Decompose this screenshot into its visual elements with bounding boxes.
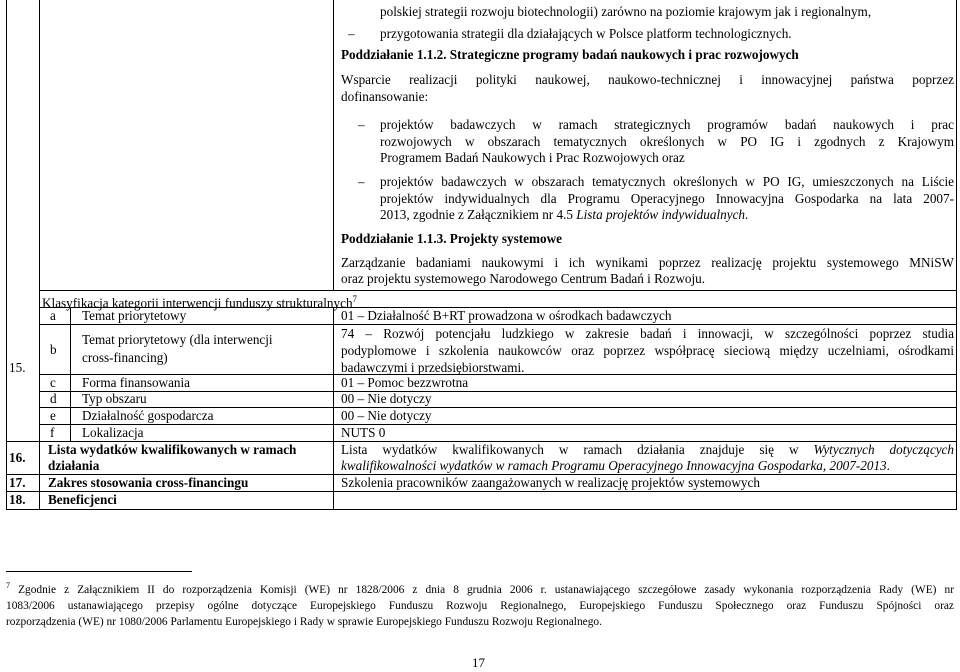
row-label: Lista wydatków kwalifikowanych w ramach xyxy=(48,442,297,457)
row-letter: e xyxy=(50,408,56,423)
text-line: oraz projektu systemowego Narodowego Centrum Badań i Rozwoju. xyxy=(341,271,706,286)
row-label: Beneficjenci xyxy=(48,492,117,507)
row-value: 00 – Nie dotyczy xyxy=(341,391,432,406)
page-number: 17 xyxy=(472,655,485,670)
subsection-title: Poddziałanie 1.1.2. Strategiczne programy badań naukowych i prac rozwojowych xyxy=(341,47,799,62)
row-value: Szkolenia pracowników zaangażowanych w realizację projektów systemowych xyxy=(341,475,760,490)
row-letter: b xyxy=(50,342,57,357)
row-letter: f xyxy=(50,425,55,440)
footnote-separator xyxy=(6,571,192,572)
row-label: Forma finansowania xyxy=(82,375,191,390)
text-line: 2013, zgodnie z Załącznikiem nr 4.5 Lista projektów indywidualnych. xyxy=(380,207,749,222)
table-border xyxy=(70,307,71,442)
text-line: Zarządzanie badaniami naukowymi i ich wynikami poprzez realizację projektu systemowego MNiSW xyxy=(341,255,954,270)
row-letter: a xyxy=(50,308,56,323)
paragraph xyxy=(341,255,954,287)
row-number: 16. xyxy=(9,450,26,465)
row-value: NUTS 0 xyxy=(341,425,386,440)
text-line: 74 – Rozwój potencjału ludzkiego w zakresie badań i innowacji, w szczególności poprzez studia xyxy=(341,326,954,341)
row-value xyxy=(341,325,954,376)
text-line: projektów indywidualnych dla Programu Operacyjnego Innowacyjna Gospodarka na lata 2007- xyxy=(380,190,954,206)
bullet-paragraph xyxy=(380,174,954,224)
row-label: Działalność gospodarcza xyxy=(82,408,214,423)
table-border xyxy=(333,307,334,510)
row-number: 18. xyxy=(9,492,26,507)
class-header: Klasyfikacja kategorii interwencji funduszy strukturalnych$^7$ xyxy=(42,294,358,311)
row-label: Zakres stosowania cross-financingu xyxy=(48,475,249,490)
row-label: Lokalizacja xyxy=(82,425,144,440)
paragraph xyxy=(341,72,954,105)
table-border xyxy=(6,0,7,510)
table-border xyxy=(39,391,957,392)
row-number: 15. xyxy=(9,360,26,375)
text-line: rozwojowych w obszarach tematycznych określonych w PO IG i zgodnych z Krajowym xyxy=(380,133,954,149)
table-border xyxy=(6,491,957,492)
row-value: 00 – Nie dotyczy xyxy=(341,408,432,423)
text-line: Lista wydatków kwalifikowanych w ramach działania znajduje się w Wytycznych dotyczących xyxy=(341,442,954,457)
subsection-title: Poddziałanie 1.1.3. Projekty systemowe xyxy=(341,231,562,246)
text-line: Programem Badań Naukowych i Prac Rozwojowych oraz xyxy=(380,150,685,165)
row-number: 17. xyxy=(9,475,26,490)
row-label: Typ obszaru xyxy=(82,391,147,406)
dash-bullet: – xyxy=(358,174,365,189)
row-letter: d xyxy=(50,391,57,406)
text-line: Wsparcie realizacji polityki naukowej, naukowo-technicznej i innowacyjnej państwa poprzez xyxy=(341,72,954,87)
row-label: Temat priorytetowy (dla interwencji xyxy=(82,332,273,347)
footnote: $^7$ Zgodnie z Załącznikiem II do rozporządzenia Komisji (WE) nr 1828/2006 z dnia 8 grudnia 2006 r. ustanawiającego szczegółowe zasady wykonania rozporządzenia Rady (WE) nr 1083/2006 ustanawiającego przepisy ogólne dotyczące Europejskiego Funduszu Rozwoju Regionalnego, Europejskiego Funduszu Społecznego oraz Funduszu Spójności oraz rozporządzenia (WE) nr 1080/2006 Parlamentu Europejskiego i Rady w sprawie Europejskiego Funduszu Rozwoju Regionalnego. xyxy=(6,581,954,628)
text-line: projektów badawczych w ramach strategicznych programów badań naukowych i prac xyxy=(380,117,954,132)
table-border xyxy=(39,0,40,510)
table-border xyxy=(333,0,334,290)
row-value: 01 – Pomoc bezzwrotna xyxy=(341,375,469,390)
table-border xyxy=(6,509,957,510)
row-letter: c xyxy=(50,375,56,390)
text-line: badawczymi i przedsiębiorstwami. xyxy=(341,360,525,375)
row-value: 01 – Działalność B+RT prowadzona w ośrodkach badawczych xyxy=(341,308,672,323)
bullet-paragraph xyxy=(380,117,954,167)
row-label: Temat priorytetowy xyxy=(82,308,187,323)
table-border xyxy=(39,424,957,425)
text-line: przygotowania strategii dla działających w Polsce platform technologicznych. xyxy=(380,26,792,41)
dash-bullet: – xyxy=(348,26,355,41)
table-border xyxy=(956,0,957,510)
text-line: kwalifikowalności wydatków w ramach Programu Operacyjnego Innowacyjna Gospodarka, 2007-2013. xyxy=(341,458,890,473)
text-line: podyplomowe i szkolenia naukowców oraz poprzez współpracę sieciową między uczelniami, ośrodkami xyxy=(341,343,954,358)
dash-bullet: – xyxy=(358,117,365,132)
row-label: działania xyxy=(48,458,100,473)
row-value xyxy=(341,442,954,474)
text-line: polskiej strategii rozwoju biotechnologii) zarówno na poziomie krajowym jak i regionalnym, xyxy=(380,4,872,19)
row-label: cross-financing) xyxy=(82,350,168,365)
text-line: dofinansowanie: xyxy=(341,88,429,104)
text-line: projektów badawczych w obszarach tematycznych określonych w PO IG, umieszczonych na Liście xyxy=(380,174,954,189)
